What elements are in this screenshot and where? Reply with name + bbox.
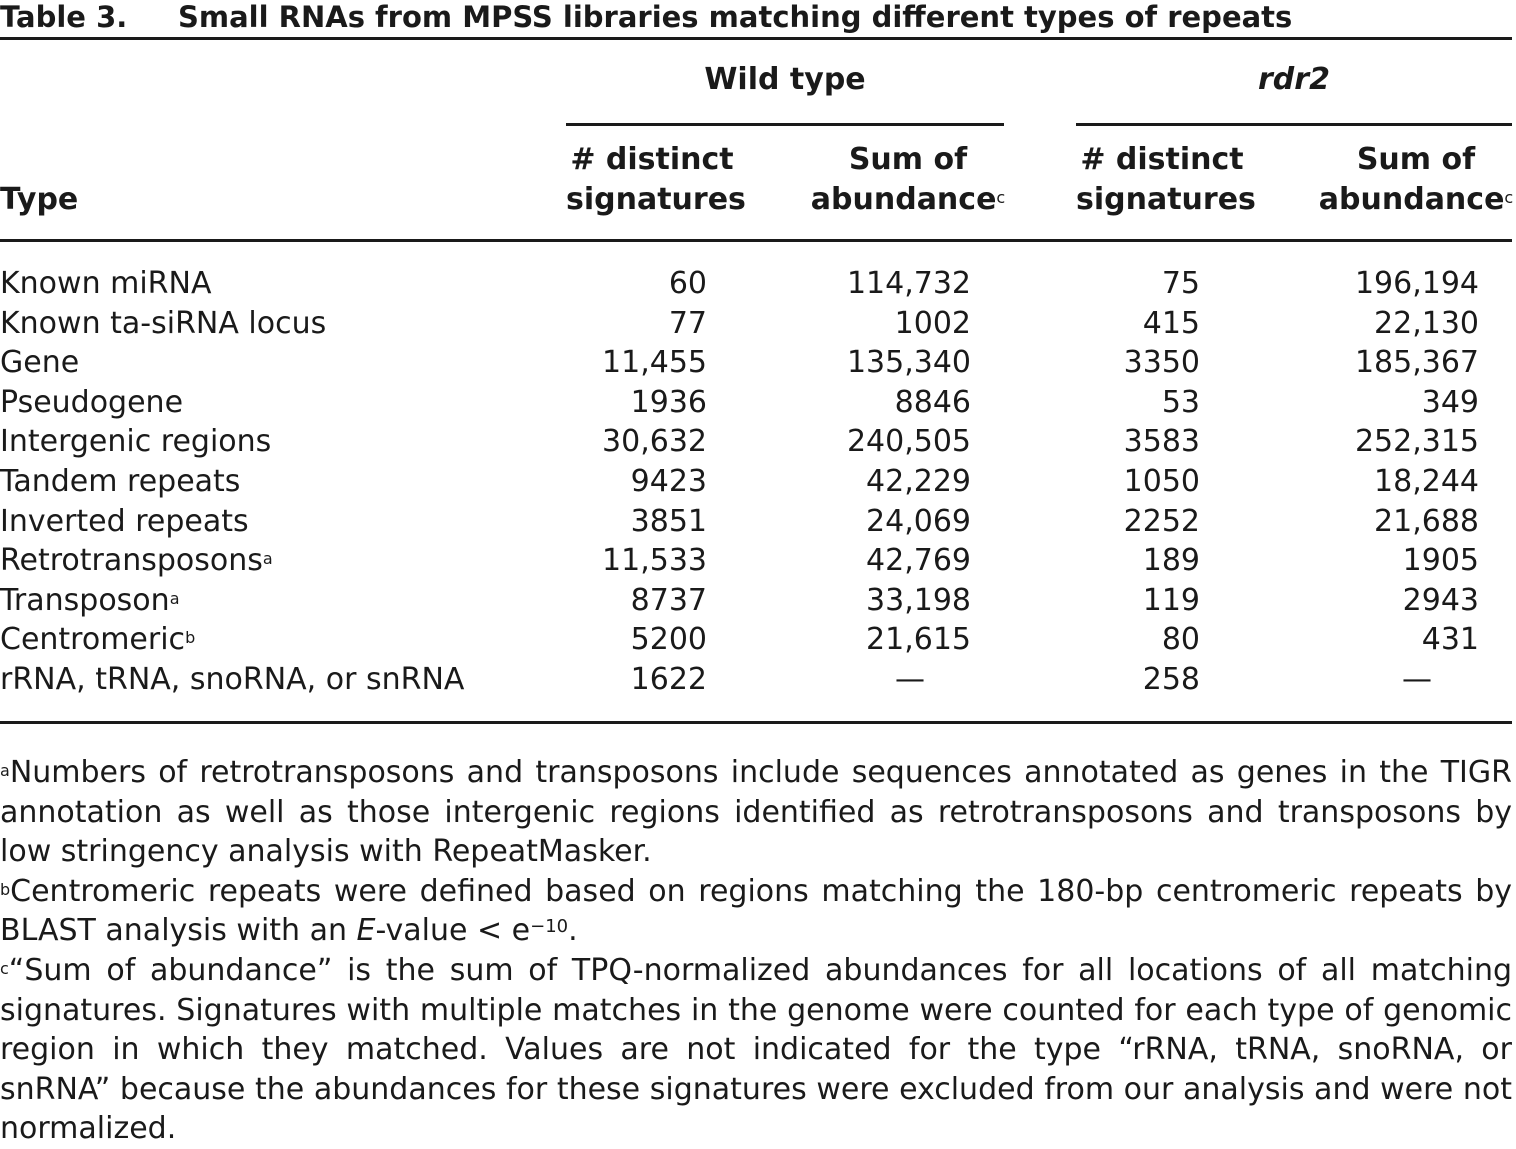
table-row xyxy=(0,462,1512,502)
column-header-rdr2-sum xyxy=(1316,140,1516,220)
footnote-mark: a xyxy=(262,549,273,569)
table-row xyxy=(0,264,1512,304)
row-type xyxy=(0,422,271,462)
cell-wt-sum: 135,340 xyxy=(846,345,971,381)
cell-rdr2-distinct: 3583 xyxy=(1123,424,1200,460)
cell-wt-distinct: 1622 xyxy=(630,661,707,697)
table-body xyxy=(0,264,1512,700)
footnote-text: Numbers of retrotransposons and transposons include sequences annotated as genes in the TIGR annotation as well as those intergenic regions identified as retrotransposons and transposons by low stringency analysis with RepeatMasker. xyxy=(0,755,1512,870)
cell-wt-distinct: 77 xyxy=(668,305,707,341)
row-type xyxy=(0,264,212,304)
row-type xyxy=(0,541,273,581)
cell-rdr2-sum: 196,194 xyxy=(1354,266,1479,301)
table-row xyxy=(0,304,1512,344)
cell-rdr2-sum: 2943 xyxy=(1402,582,1479,618)
bottom-rule xyxy=(0,721,1512,724)
cell-wt-distinct: 5200 xyxy=(630,622,707,658)
cell-rdr2-sum: 185,367 xyxy=(1354,345,1479,381)
row-type-text: Pseudogene xyxy=(0,384,184,420)
cell-rdr2-sum: 22,130 xyxy=(1374,305,1479,341)
footnote-b xyxy=(0,872,1512,951)
cell-wt-distinct: 9423 xyxy=(630,463,707,499)
row-type xyxy=(0,383,183,423)
cell-wt-distinct: 11,455 xyxy=(602,345,707,381)
cell-wt-sum: 8846 xyxy=(894,384,971,420)
footnote-text: . xyxy=(568,913,578,949)
cell-wt-distinct: 11,533 xyxy=(602,543,707,579)
cell-rdr2-distinct: 3350 xyxy=(1123,345,1200,381)
row-type-text: Transposon xyxy=(0,582,170,618)
row-type xyxy=(0,502,249,542)
cell-rdr2-sum: 252,315 xyxy=(1354,424,1479,460)
cell-wt-sum: 42,229 xyxy=(866,463,971,499)
cell-wt-sum: 1002 xyxy=(894,305,971,341)
table-row xyxy=(0,620,1512,660)
column-header-wt-sum xyxy=(808,140,1008,220)
cell-wt-sum: — xyxy=(895,661,925,697)
group-rule-wild-type xyxy=(566,123,1004,126)
cell-wt-distinct: 1936 xyxy=(630,384,707,420)
footnote-mark: b xyxy=(0,879,11,899)
table-row xyxy=(0,383,1512,423)
row-type-text: Intergenic regions xyxy=(0,424,272,460)
cell-rdr2-distinct: 75 xyxy=(1161,266,1200,301)
row-type xyxy=(0,581,180,621)
column-header-wt-distinct xyxy=(566,140,746,220)
cell-rdr2-sum: 21,688 xyxy=(1374,503,1479,539)
cell-wt-sum: 24,069 xyxy=(866,503,971,539)
footnote-a xyxy=(0,753,1512,872)
cell-rdr2-sum: 349 xyxy=(1421,384,1479,420)
header-text: abundance xyxy=(810,182,997,217)
cell-wt-distinct: 30,632 xyxy=(602,424,707,460)
cell-rdr2-sum: 431 xyxy=(1421,622,1479,658)
cell-rdr2-distinct: 80 xyxy=(1161,622,1200,658)
cell-rdr2-sum: — xyxy=(1402,661,1432,697)
cell-rdr2-distinct: 119 xyxy=(1142,582,1200,618)
cell-wt-sum: 240,505 xyxy=(846,424,971,460)
footnote-text: “Sum of abundance” is the sum of TPQ-normalized abundances for all locations of all matching signatures. Signatures with multiple matches in the genome were counted for each type of genomic region in which they matched. Values are not indicated for the type “rRNA, tRNA, snoRNA, or snRNA” because the abundances for these signatures were excluded from our analysis and were not normalized. xyxy=(0,952,1512,1147)
footnote-mark: b xyxy=(185,628,196,648)
row-type xyxy=(0,660,464,700)
cell-wt-sum: 33,198 xyxy=(866,582,971,618)
table-caption: Small RNAs from MPSS libraries matching different types of repeats xyxy=(178,0,1293,34)
group-header-rdr2: rdr2 xyxy=(1258,62,1330,97)
header-line xyxy=(808,180,1008,220)
header-line: Sum of xyxy=(1356,142,1476,177)
row-type-text: Centromeric xyxy=(0,622,186,658)
row-type xyxy=(0,304,326,344)
footnote-mark: c xyxy=(996,188,1006,207)
top-rule xyxy=(0,37,1512,40)
header-line xyxy=(1316,180,1516,220)
cell-rdr2-distinct: 258 xyxy=(1142,661,1200,697)
group-header-wild-type: Wild type xyxy=(704,62,866,97)
header-line: Sum of xyxy=(848,142,968,177)
footnote-mark: a xyxy=(0,761,10,780)
row-type xyxy=(0,343,79,383)
footnote-text: Centromeric repeats were defined based on regions matching the 180-bp centromeric repeats by BLAST analysis with an xyxy=(0,873,1512,949)
table-title xyxy=(0,0,1292,36)
footnote-italic: E xyxy=(356,913,376,949)
column-header-rdr2-distinct xyxy=(1076,140,1256,220)
header-line: signatures xyxy=(1076,182,1256,217)
footnotes xyxy=(0,753,1512,1149)
row-type-text: Retrotransposons xyxy=(0,543,263,579)
header-line: # distinct xyxy=(570,142,734,177)
cell-rdr2-distinct: 415 xyxy=(1142,305,1200,341)
header-line: signatures xyxy=(566,182,746,217)
cell-wt-sum: 114,732 xyxy=(846,266,971,301)
column-header-type: Type xyxy=(0,182,79,217)
cell-wt-distinct: 60 xyxy=(668,266,707,301)
table-row xyxy=(0,581,1512,621)
footnote-mark: a xyxy=(169,588,180,608)
cell-rdr2-distinct: 1050 xyxy=(1123,463,1200,499)
table-label: Table 3. xyxy=(0,0,128,34)
row-type xyxy=(0,462,240,502)
header-line: # distinct xyxy=(1080,142,1244,177)
row-type-text: rRNA, tRNA, snoRNA, or snRNA xyxy=(0,661,465,697)
table-row xyxy=(0,422,1512,462)
footnote-c xyxy=(0,951,1512,1149)
cell-rdr2-distinct: 2252 xyxy=(1123,503,1200,539)
cell-wt-distinct: 8737 xyxy=(630,582,707,618)
cell-rdr2-sum: 18,244 xyxy=(1374,463,1479,499)
cell-rdr2-distinct: 53 xyxy=(1161,384,1200,420)
cell-rdr2-distinct: 189 xyxy=(1142,543,1200,579)
row-type-text: Gene xyxy=(0,345,80,381)
cell-rdr2-sum: 1905 xyxy=(1402,543,1479,579)
group-rule-rdr2 xyxy=(1076,123,1512,126)
row-type-text: Known miRNA xyxy=(0,266,212,301)
footnote-mark: c xyxy=(0,958,9,978)
footnote-text: -value < e xyxy=(375,913,531,949)
cell-wt-sum: 21,615 xyxy=(866,622,971,658)
cell-wt-sum: 42,769 xyxy=(866,543,971,579)
table-row xyxy=(0,541,1512,581)
row-type xyxy=(0,620,195,660)
header-text: abundance xyxy=(1318,182,1505,217)
table-row xyxy=(0,502,1512,542)
row-type-text: Tandem repeats xyxy=(0,463,241,499)
footnote-exponent: −10 xyxy=(530,916,569,938)
cell-wt-distinct: 3851 xyxy=(630,503,707,539)
table-row xyxy=(0,343,1512,383)
footnote-mark: c xyxy=(1504,188,1514,207)
row-type-text: Known ta-siRNA locus xyxy=(0,305,327,341)
table-row xyxy=(0,660,1512,700)
row-type-text: Inverted repeats xyxy=(0,503,249,539)
header-rule xyxy=(0,239,1512,242)
